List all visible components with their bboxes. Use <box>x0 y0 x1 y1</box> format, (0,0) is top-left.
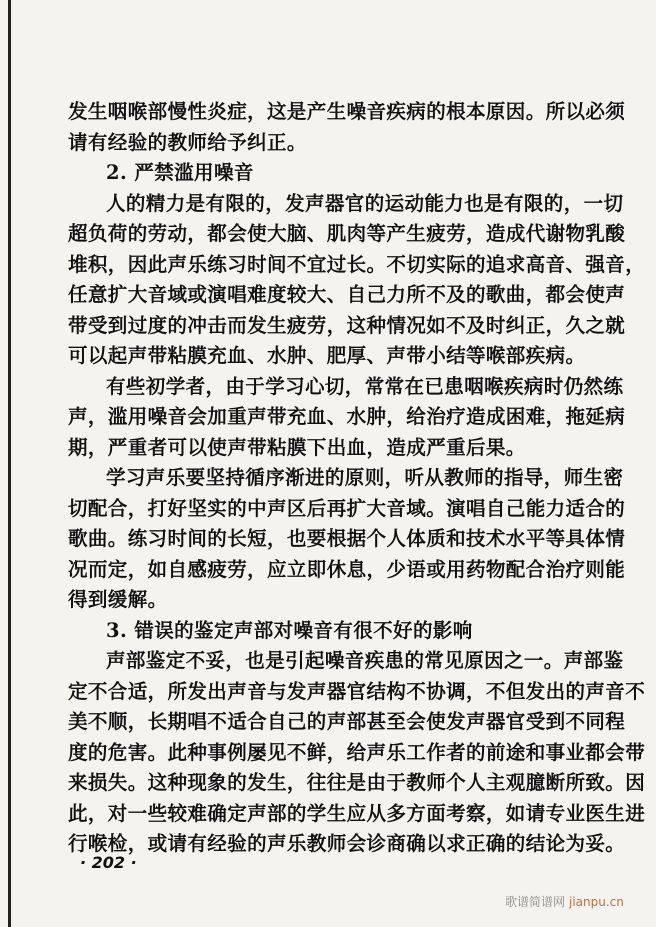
paragraph-line: 来损失。这种现象的发生，往往是由于教师个人主观臆断所致。因 <box>68 771 646 794</box>
paragraph-line: 定不合适，所发出声音与发声器官结构不协调，不但发出的声音不 <box>68 679 646 703</box>
paragraph-line: 况而定，如自感疲劳，应立即休息，少语或用药物配合治疗则能 <box>68 557 626 581</box>
paragraph-first-line: 声部鉴定不妥，也是引起噪音疾患的常见原因之一。声部鉴 <box>106 649 624 672</box>
paragraph-line: 声，滥用噪音会加重声带充血、水肿，给治疗造成困难，拖延病 <box>68 405 626 428</box>
paragraph-line: 超负荷的劳动，都会使大脑、肌肉等产生疲劳，造成代谢物乳酸 <box>68 222 626 245</box>
watermark-latin: jianpu.cn <box>569 895 624 909</box>
paragraph-first-line: 有些初学者，由于学习心切，常常在已患咽喉疾病时仍然练 <box>106 374 624 398</box>
paragraph-line: 任意扩大音域或演唱难度较大、自己力所不及的歌曲，都会使声 <box>68 283 626 306</box>
section-heading: 3. 错误的鉴定声部对噪音有很不好的影响 <box>106 618 473 642</box>
paragraph-line: 可以起声带粘膜充血、水肿、肥厚、声带小结等喉部疾病。 <box>68 344 586 367</box>
paragraph-line: 切配合，打好坚实的中声区后再扩大音域。演唱自己能力适合的 <box>68 496 626 520</box>
paragraph-line: 期，严重者可以使声带粘膜下出血，造成严重后果。 <box>68 435 526 459</box>
paragraph-line: 美不顺，长期唱不适合自己的声部甚至会使发声器官受到不同程 <box>68 710 626 733</box>
paragraph-line: 行喉检，或请有经验的声乐教师会诊商确以求正确的结论为妥。 <box>68 832 626 855</box>
watermark-cn: 歌谱简谱网 <box>505 895 566 909</box>
page-body <box>68 97 646 860</box>
scan-left-edge <box>8 0 11 927</box>
paragraph-line: 此，对一些较难确定声部的学生应从多方面考察，如请专业医生进 <box>68 801 646 825</box>
paragraph-line: 歌曲。练习时间的长短，也要根据个人体质和技术水平等具体情 <box>68 527 626 550</box>
section-heading: 2. 严禁滥用噪音 <box>106 161 254 184</box>
paragraph-line: 度的危害。此种事例屡见不鲜，给声乐工作者的前途和事业都会带 <box>68 740 646 764</box>
paragraph-line: 得到缓解。 <box>68 588 168 611</box>
watermark <box>505 893 624 910</box>
paragraph-first-line: 人的精力是有限的，发声器官的运动能力也是有限的，一切 <box>106 191 624 215</box>
paragraph-line: 发生咽喉部慢性炎症，这是产生噪音疾病的根本原因。所以必须 <box>68 100 626 123</box>
paragraph-line: 带受到过度的冲击而发生疲劳，这种情况如不及时纠正，久之就 <box>68 313 626 337</box>
paragraph-line: 堆积，因此声乐练习时间不宜过长。不切实际的追求高音、强音， <box>68 252 646 276</box>
paragraph-first-line: 学习声乐要坚持循序渐进的原则，听从教师的指导，师生密 <box>106 466 624 489</box>
page-number: · 202 · <box>80 853 137 872</box>
paragraph-line: 请有经验的教师给予纠正。 <box>68 130 307 154</box>
